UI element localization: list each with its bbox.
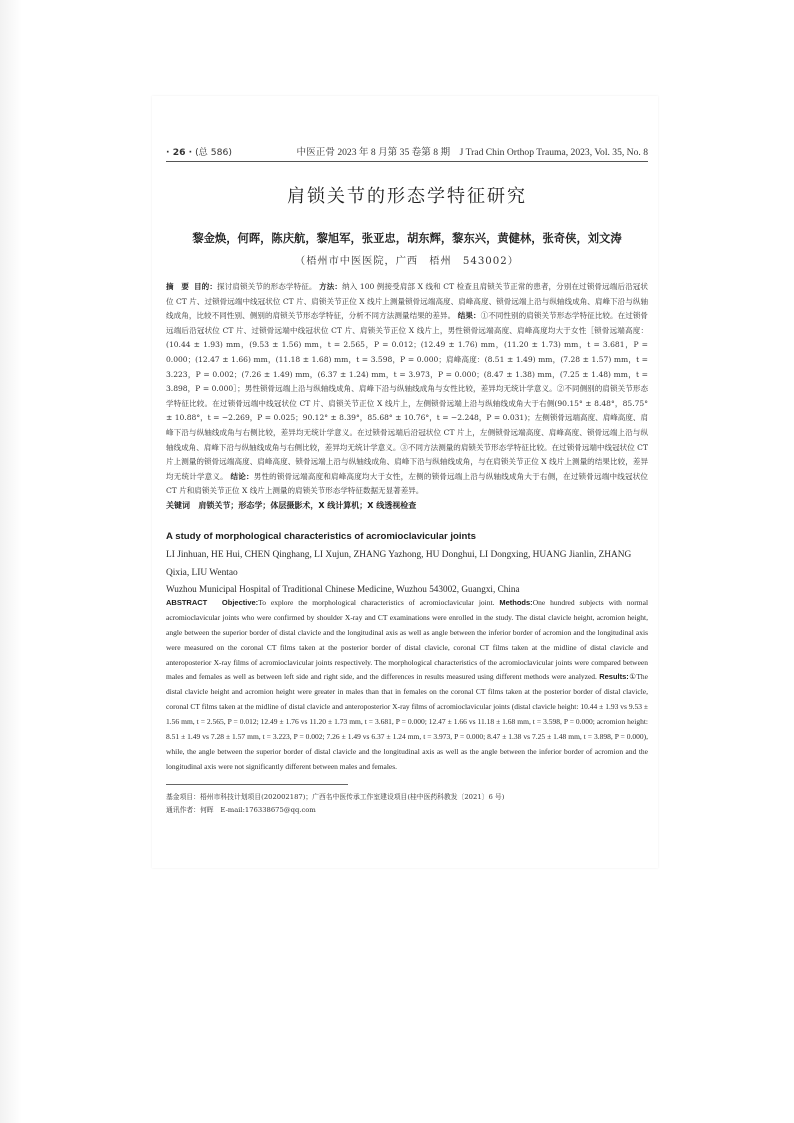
journal-page [152,96,658,868]
affiliation-cn: （梧州市中医医院，广西 梧州 543002） [295,256,519,267]
header-left [166,144,232,158]
footnotes [166,791,648,817]
abstract-label-en: ABSTRACT [166,597,208,607]
page-number: · 26 · [166,147,193,158]
conclusion-text-cn: 男性的锁骨远端高度和肩峰高度均大于女性，左侧的锁骨远端上沿与纵轴线成角大于右侧，在过锁骨远端中线冠状位 CT 片和肩锁关节正位 X 线片上测量的肩锁关节形态学特征数据无显著差异。 [166,471,648,496]
methods-text-en: One hundred subjects with normal acromioclavicular joints who were confirmed by shoulder X-ray and CT examinations were enrolled in the study. The distal clavicle height, acromion height, angle between the superior border of distal clavicle and the longitudinal axis as well as angle between the inferior border of acromion and the longitudinal axis were measured on the coronal CT films taken at the posterior border of distal clavicle, coronal CT films taken at the midline of distal clavicle and anteroposterior X-ray films of acromioclavicular joints respectively. The morphological characteristics of the acromioclavicular joints were compared between males and females as well as between left side and right side, and the differences in results measured using different methods were analyzed. [166,597,649,682]
total-page-number: (总 586) [195,147,232,158]
results-label-cn: 结果： [457,311,481,321]
objective-label-cn: 目的： [194,282,217,291]
objective-text-en: To explore the morphological characteristics of acromioclavicular joint. [258,597,495,607]
journal-name-en: J Trad Chin Orthop Trauma, 2023, Vol. 35, No. 8 [459,147,648,158]
article-title-cn: 肩锁关节的形态学特征研究 [287,186,527,207]
scan-edge [0,0,22,1123]
methods-text-cn: 纳入 100 例接受肩部 X 线和 CT 检查且肩锁关节正常的患者，分别在过锁骨远端后沿冠状位 CT 片、过锁骨远端中线冠状位 CT 片、肩锁关节正位 X 线片上测量锁骨远端高度、肩峰高度、锁骨远端上沿与纵轴线成角、肩峰下沿与纵轴线成角，比较不同性别、侧别的肩锁关节形态学特征，分析不同方法测量结果的差异。 [166,282,648,321]
journal-name-cn: 中医正骨 2023 年 8 月第 35 卷第 8 期 [296,147,451,158]
results-label-en: Results: [599,672,629,682]
methods-label-cn: 方法： [319,282,343,291]
abstract-cn [166,280,648,499]
keywords-cn [166,500,648,511]
footnote-divider [166,784,348,785]
corresponding-author-note: 通讯作者：何晖 E-mail:176338675@qq.com [166,805,316,814]
objective-label-en: Objective: [221,597,259,607]
author-list-en: LI Jinhuan, HE Hui, CHEN Qinghang, LI Xujun, ZHANG Yazhong, HU Donghui, LI Dongxing, HUANG Jianlin, ZHANG Qixia, LIU Wentao [166,549,632,578]
running-header [166,144,648,162]
keywords-text-cn: 肩锁关节；形态学；体层摄影术，X 线计算机；X 线透视检查 [198,500,417,510]
abstract-label-cn: 摘 要 [166,282,189,291]
keywords-label-cn: 关键词 [166,500,190,510]
affiliation-en: Wuzhou Municipal Hospital of Traditional Chinese Medicine, Wuzhou 543002, Guangxi, China [166,583,520,594]
article-title-en: A study of morphological characteristics of acromioclavicular joints [166,530,476,542]
funding-note: 基金项目：梧州市科技计划项目(202002187)；广西名中医传承工作室建设项目(桂中医药科教发〔2021〕6 号) [166,792,505,801]
objective-text-cn: 探讨肩锁关节的形态学特征。 [217,282,317,291]
results-text-cn: ①不同性别的肩锁关节形态学特征比较。在过锁骨远端后沿冠状位 CT 片、过锁骨远端中线冠状位 CT 片、肩锁关节正位 X 线片上，男性锁骨远端高度、肩峰高度均大于女性［锁骨远端高度：(10.44 ± 1.93) mm，(9.53 ± 1.56) mm，t = 2.565，P = 0.012；(12.49 ± 1.76) mm，(11.20 ± 1.73) mm，t = 3.681，P = 0.000；(12.47 ± 1.66) mm，(11.18 ± 1.68) mm，t = 3.598，P = 0.000；肩峰高度：(8.51 ± 1.49) mm，(7.28 ± 1.57) mm，t = 3.223，P = 0.002；(7.26 ± 1.49) mm，(6.37 ± 1.24) mm，t = 3.973，P = 0.000；(8.47 ± 1.38) mm，(7.25 ± 1.48) mm，t = 3.898，P = 0.000］；男性锁骨远端上沿与纵轴线成角、肩峰下沿与纵轴线成角与女性比较，差异均无统计学意义。②不同侧别的肩锁关节形态学特征比较。在过锁骨远端中线冠状位 CT 片、肩锁关节正位 X 线片上，左侧锁骨远端上沿与纵轴线成角大于右侧(90.15° ± 8.48°，85.75° ± 10.88°，t = −2.269，P = 0.025；90.12° ± 8.39°，85.68° ± 10.76°，t = −2.248，P = 0.031)；左侧锁骨远端高度、肩峰高度、肩峰下沿与纵轴线成角与右侧比较，差异均无统计学意义。在过锁骨远端后沿冠状位 CT 片上，左侧锁骨远端高度、肩峰高度、锁骨远端上沿与纵轴线成角、肩峰下沿与纵轴线成角与右侧比较，差异均无统计学意义。③不同方法测量的肩锁关节形态学特征比较。在过锁骨远端中线冠状位 CT 片上测量的锁骨远端高度、肩峰高度、锁骨远端上沿与纵轴线成角、肩峰下沿与纵轴线成角，与在肩锁关节正位 X 线片上测量的结果比较，差异均无统计学意义。 [166,311,648,481]
author-list-cn: 黎金焕，何晖，陈庆航，黎旭军，张亚忠，胡东辉，黎东兴，黄健林，张奇侠，刘文涛 [192,232,622,245]
results-text-en: ①The distal clavicle height and acromion height were greater in males than that in females on the coronal CT films taken at the posterior border of distal clavicle, coronal CT films taken at the midline of distal clavicle and anteroposterior X-ray films of acromioclavicular joints (distal clavicle height: 10.44 ± 1.93 vs 9.53 ± 1.56 mm, t = 2.565, P = 0.012; 12.49 ± 1.76 vs 11.20 ± 1.73 mm, t = 3.681, P = 0.000; 12.47 ± 1.66 vs 11.18 ± 1.68 mm, t = 3.598, P = 0.000; acromion height: 8.51 ± 1.49 vs 7.28 ± 1.57 mm, t = 3.223, P = 0.002; 7.26 ± 1.49 vs 6.37 ± 1.24 mm, t = 3.973, P = 0.000; 8.47 ± 1.38 vs 7.25 ± 1.48 mm, t = 3.898, P = 0.000), while, the angle between the superior border of distal clavicle and the longitudinal axis as well as the angle between the inferior border of acromion and the longitudinal axis were not significantly different between males and females. [166,672,649,771]
abstract-en [166,596,648,775]
header-right [297,144,648,158]
page-content [166,144,648,817]
methods-label-en: Methods: [499,597,533,607]
conclusion-label-cn: 结论： [230,471,254,481]
